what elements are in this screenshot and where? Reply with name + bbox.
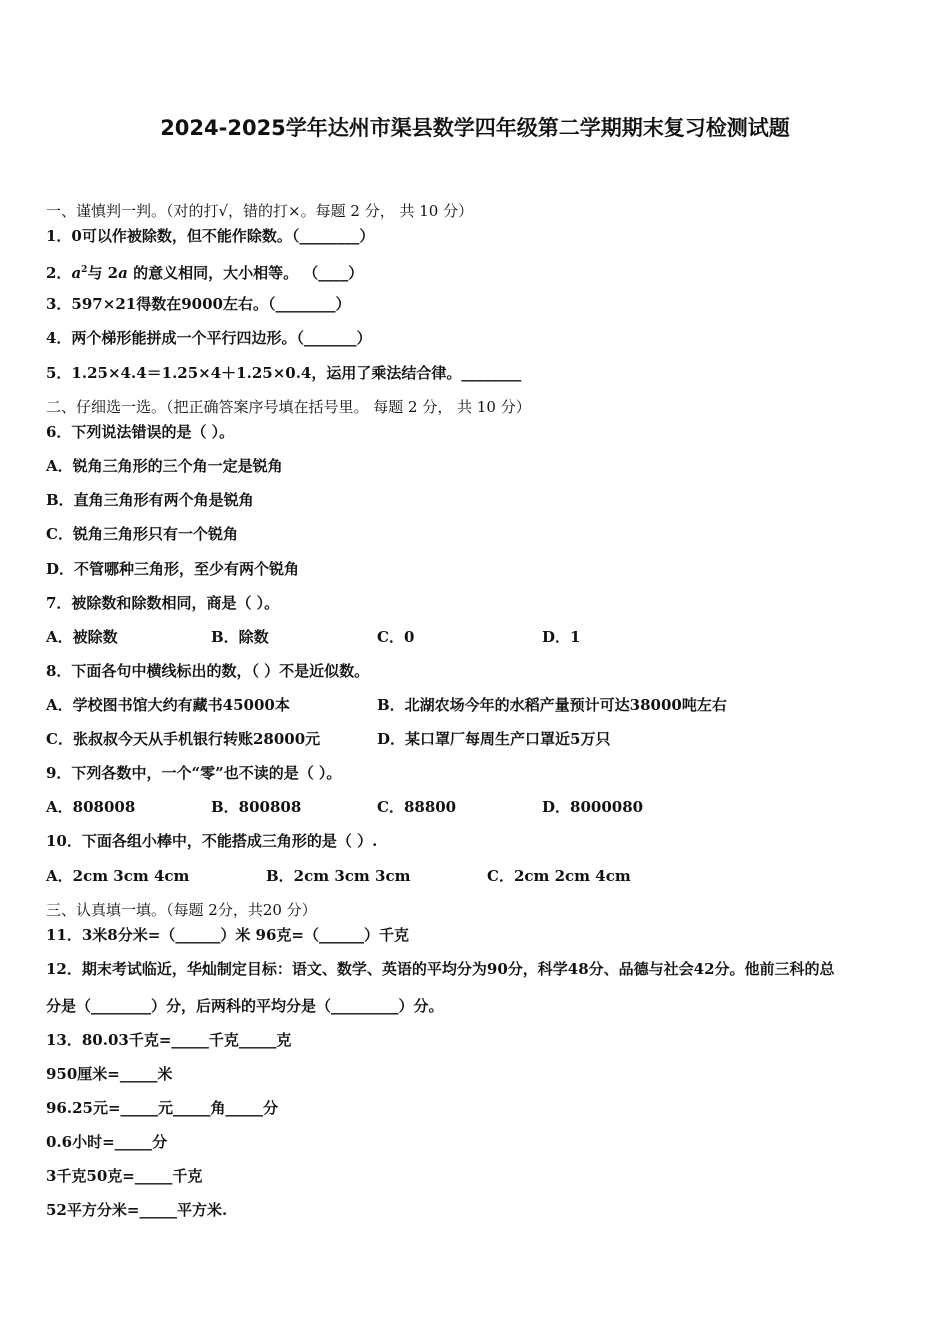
question-12-line-1: 12．期末考试临近，华灿制定目标：语文、数学、英语的平均分为90分，科学48分、品德与社会42分。他前三科的总: [46, 960, 835, 978]
question-2-var-a: a: [71, 264, 82, 282]
question-2: [46, 260, 363, 283]
question-4: 4．两个梯形能拼成一个平行四边形。（_______）: [46, 329, 372, 347]
question-13-part-4: 0.6小时=_____分: [46, 1133, 168, 1151]
question-8-option-a: A．学校图书馆大约有藏书45000本: [46, 696, 290, 714]
question-2-number: 2．: [46, 264, 72, 282]
question-8-option-d: D．某口罩厂每周生产口罩近5万只: [377, 730, 611, 748]
question-1: 1．0可以作被除数，但不能作除数。（________）: [46, 227, 375, 245]
question-10-option-b: B．2cm 3cm 3cm: [266, 867, 411, 885]
question-10-option-a: A．2cm 3cm 4cm: [46, 867, 190, 885]
question-13-part-5: 3千克50克=_____千克: [46, 1167, 203, 1185]
question-13-part-6: 52平方分米=_____平方米.: [46, 1201, 228, 1219]
question-7-option-d: D．1: [542, 628, 581, 646]
question-10: 10．下面各组小棒中，不能搭成三角形的是（ ）.: [46, 832, 378, 850]
question-6-option-d: D．不管哪种三角形，至少有两个锐角: [46, 560, 300, 578]
question-5: 5．1.25×4.4＝1.25×4＋1.25×0.4，运用了乘法结合律。________: [46, 364, 522, 382]
question-7-option-a: A．被除数: [46, 628, 118, 646]
question-2-var-a2: a: [118, 264, 128, 282]
question-2-mid: 与 2: [87, 264, 119, 282]
question-6-option-c: C．锐角三角形只有一个锐角: [46, 525, 238, 543]
question-2-exponent: 2: [81, 265, 88, 275]
question-13: 13．80.03千克=_____千克_____克: [46, 1031, 292, 1049]
question-10-option-c: C．2cm 2cm 4cm: [487, 867, 631, 885]
question-9-option-c: C．88800: [377, 798, 457, 816]
section-1-header: 一、谨慎判一判。（对的打√，错的打×。每题 2 分， 共 10 分）: [46, 202, 474, 220]
question-13-part-3: 96.25元=_____元_____角_____分: [46, 1099, 279, 1117]
question-9: 9．下列各数中，一个“零”也不读的是（ ）。: [46, 764, 342, 782]
question-7-option-b: B．除数: [211, 628, 269, 646]
question-12-line-2: 分是（________）分，后两科的平均分是（_________）分。: [46, 997, 444, 1015]
question-9-option-a: A．808008: [46, 798, 136, 816]
question-6-option-b: B．直角三角形有两个角是锐角: [46, 491, 254, 509]
question-6: 6．下列说法错误的是（ ）。: [46, 423, 235, 441]
question-11: 11．3米8分米=（______）米 96克=（______）千克: [46, 926, 409, 944]
page-title: 2024-2025学年达州市渠县数学四年级第二学期期末复习检测试题: [160, 116, 790, 140]
question-7-option-c: C．0: [377, 628, 415, 646]
section-2-header: 二、仔细选一选。（把正确答案序号填在括号里。 每题 2 分， 共 10 分）: [46, 398, 531, 416]
question-13-part-2: 950厘米=_____米: [46, 1065, 173, 1083]
question-9-option-d: D．8000080: [542, 798, 644, 816]
question-9-option-b: B．800808: [211, 798, 302, 816]
question-2-rest: 的意义相同，大小相等。 （____）: [127, 264, 364, 282]
question-8-option-c: C．张叔叔今天从手机银行转账28000元: [46, 730, 321, 748]
section-3-header: 三、认真填一填。（每题 2分，共20 分）: [46, 901, 317, 919]
question-3: 3．597×21得数在9000左右。（________）: [46, 295, 351, 313]
question-8-option-b: B．北湖农场今年的水稻产量预计可达38000吨左右: [377, 696, 727, 714]
question-8: 8．下面各句中横线标出的数，（ ）不是近似数。: [46, 662, 370, 680]
question-6-option-a: A．锐角三角形的三个角一定是锐角: [46, 457, 283, 475]
question-7: 7．被除数和除数相同，商是（ ）。: [46, 594, 280, 612]
